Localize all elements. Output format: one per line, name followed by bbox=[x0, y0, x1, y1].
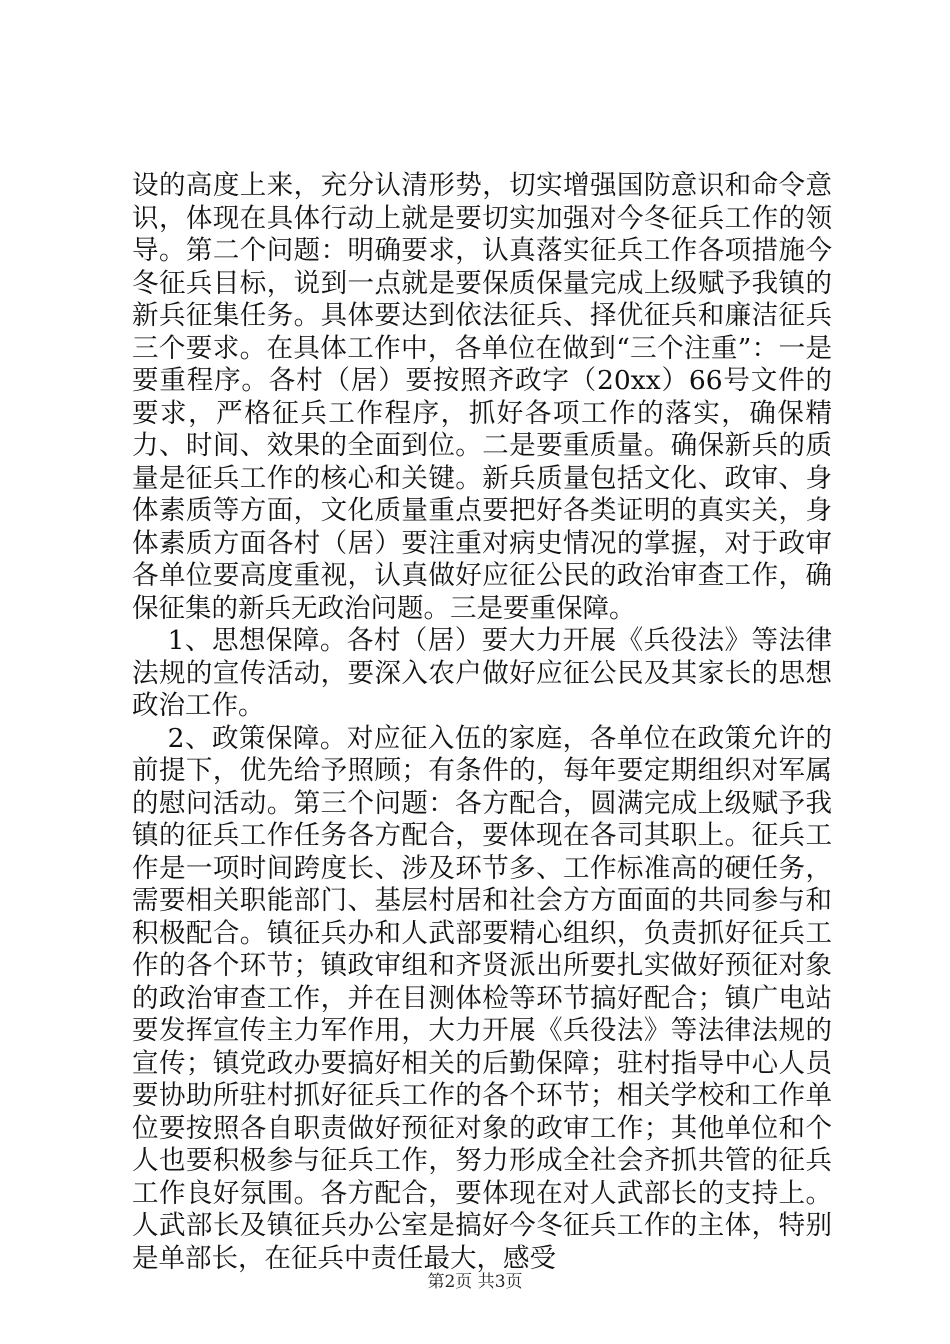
paragraph-3: 2、政策保障。对应征入伍的家庭，各单位在政策允许的前提下，优先给予照顾；有条件的，每年要定期组织对军属的慰问活动。第三个问题：各方配合，圆满完成上级赋予我镇的征兵工作任务各方配合，要体现在各司其职上。征兵工作是一项时间跨度长、涉及环节多、工作标准高的硬任务，需要相关职能部门、基层村居和社会方方面面的共同参与和积极配合。镇征兵办和人武部要精心组织，负责抓好征兵工作的各个环节；镇政审组和齐贤派出所要扎实做好预征对象的政治审查工作，并在目测体检等环节搞好配合；镇广电站要发挥宣传主力军作用，大力开展《兵役法》等法律法规的宣传；镇党政办要搞好相关的后勤保障；驻村指导中心人员要协助所驻村抓好征兵工作的各个环节；相关学校和工作单位要按照各自职责做好预征对象的政审工作；其他单位和个人也要积极参与征兵工作，努力形成全社会齐抓共管的征兵工作良好氛围。各方配合，要体现在对人武部长的支持上。人武部长及镇征兵办公室是搞好今冬征兵工作的主体，特别是单部长，在征兵中责任最大，感受 bbox=[132, 722, 832, 1274]
paragraph-1: 设的高度上来，充分认清形势，切实增强国防意识和命令意识，体现在具体行动上就是要切实加强对今冬征兵工作的领导。第二个问题：明确要求，认真落实征兵工作各项措施今冬征兵目标，说到一点就是要保质保量完成上级赋予我镇的新兵征集任务。具体要达到依法征兵、择优征兵和廉洁征兵三个要求。在具体工作中，各单位在做到“三个注重”：一是要重程序。各村（居）要按照齐政字（20xx）66号文件的要求，严格征兵工作程序，抓好各项工作的落实，确保精力、时间、效果的全面到位。二是要重质量。确保新兵的质量是征兵工作的核心和关键。新兵质量包括文化、政审、身体素质等方面，文化质量重点要把好各类证明的真实关，身体素质方面各村（居）要注重对病史情况的掌握，对于政审各单位要高度重视，认真做好应征公民的政治审查工作，确保征集的新兵无政治问题。三是要重保障。 bbox=[132, 170, 832, 624]
document-body bbox=[132, 170, 832, 1275]
page-footer: 第2页 共3页 bbox=[427, 1272, 523, 1292]
paragraph-2: 1、思想保障。各村（居）要大力开展《兵役法》等法律法规的宣传活动，要深入农户做好应征公民及其家长的思想政治工作。 bbox=[132, 625, 832, 721]
